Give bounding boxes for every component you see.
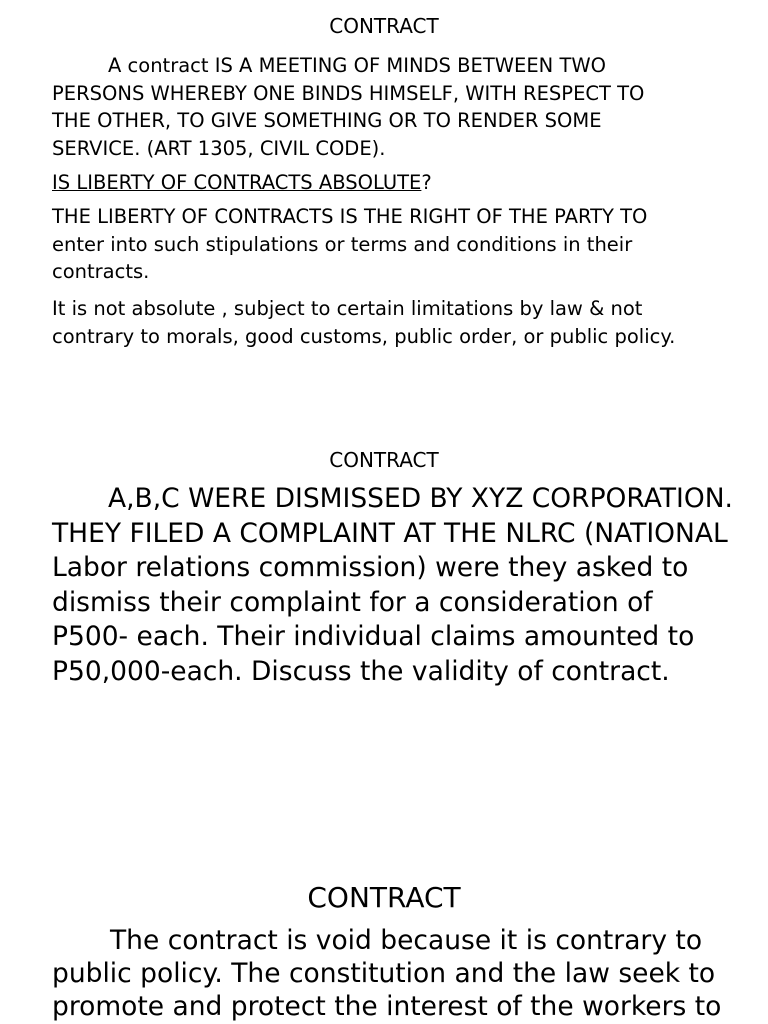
- contract-definition: A contract IS A MEETING OF MINDS BETWEEN TWO PERSONS WHEREBY ONE BINDS HIMSELF, WITH RESPECT TO THE OTHER, TO GIVE SOMETHING OR TO RENDER SOME SERVICE. (ART 1305, CIVIL CODE).: [52, 54, 645, 160]
- slide-definition: [0, 0, 768, 380]
- slide-title: CONTRACT: [307, 881, 461, 914]
- liberty-limitation: It is not absolute , subject to certain limitations by law & not contrary to morals, good customs, public order, or public policy.: [52, 297, 676, 348]
- liberty-question-underlined: IS LIBERTY OF CONTRACTS ABSOLUTE: [52, 171, 422, 194]
- slide-title: CONTRACT: [329, 14, 439, 38]
- case-problem: A,B,C WERE DISMISSED BY XYZ CORPORATION. THEY FILED A COMPLAINT AT THE NLRC (NATIONAL Labor relations commission) were they asked to dismiss their complaint for a consideration of P500- each. Their individual claims amounted to P50,000-each. Discuss the validity of contract.: [52, 483, 733, 687]
- slide-title: CONTRACT: [329, 448, 439, 472]
- slide-answer: [0, 876, 768, 1024]
- case-answer: The contract is void because it is contrary to public policy. The constitution and the law seek to promote and protect the interest of the workers to: [52, 925, 722, 1022]
- slide-case: [0, 440, 768, 700]
- question-mark: ?: [421, 171, 432, 194]
- liberty-definition: THE LIBERTY OF CONTRACTS IS THE RIGHT OF THE PARTY TO enter into such stipulations or terms and conditions in their contracts.: [52, 205, 648, 283]
- liberty-question: [52, 169, 752, 197]
